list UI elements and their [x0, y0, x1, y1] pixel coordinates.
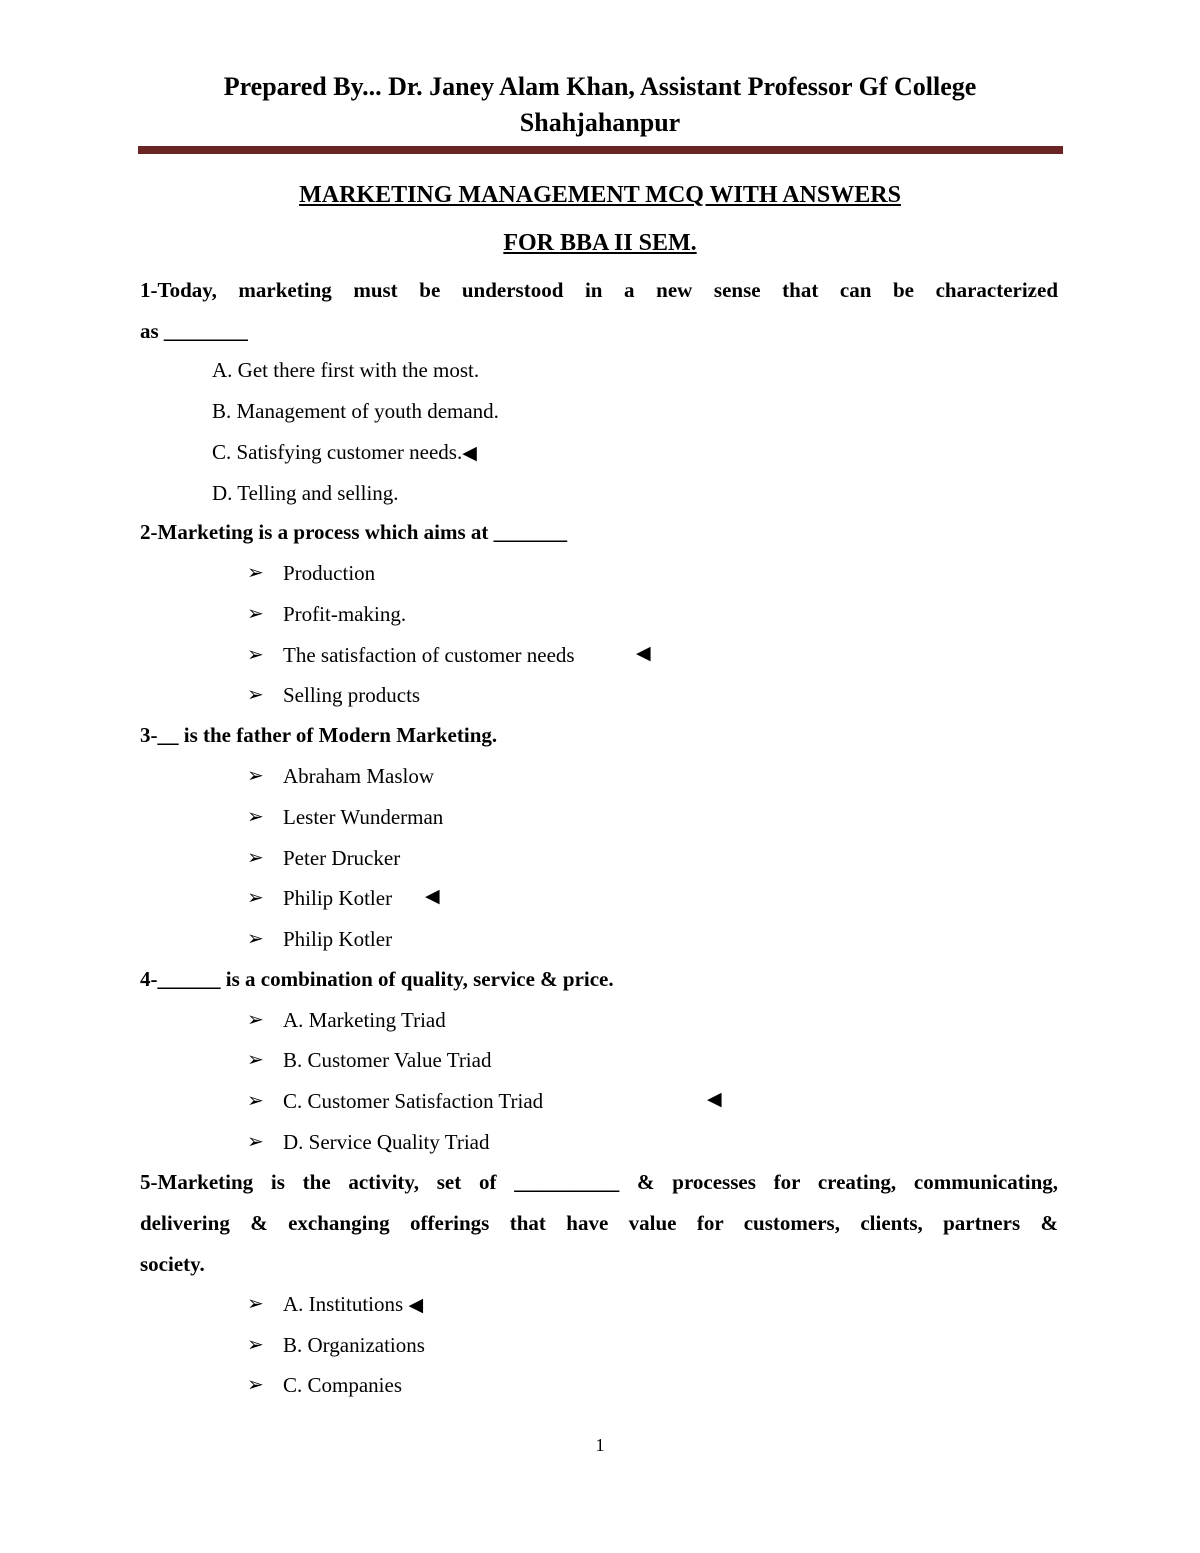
answer-marker-icon: ◀: [462, 443, 477, 464]
q2-option-3: The satisfaction of customer needs: [283, 643, 575, 667]
bullet-arrow-icon: ➢: [247, 765, 264, 787]
q1-option-c-label: C. Satisfying customer needs.: [212, 440, 463, 464]
q1-option-c: [212, 440, 477, 466]
bullet-arrow-icon: ➢: [247, 847, 264, 869]
bullet-arrow-icon: ➢: [247, 1131, 264, 1153]
q3-option-5: Philip Kotler: [283, 927, 393, 951]
bullet-arrow-icon: ➢: [247, 562, 264, 584]
q1-option-d: D. Telling and selling.: [212, 481, 399, 505]
q2-option-4: Selling products: [283, 683, 421, 707]
bullet-arrow-icon: ➢: [247, 1049, 264, 1071]
question-3: 3-__ is the father of Modern Marketing.: [140, 723, 498, 747]
document-title: MARKETING MANAGEMENT MCQ WITH ANSWERS: [299, 182, 901, 208]
header-subtitle: Shahjahanpur: [519, 108, 681, 137]
answer-marker-icon: ◀: [425, 886, 440, 907]
q5-option-c: C. Companies: [283, 1373, 402, 1397]
page-number: 1: [595, 1435, 605, 1455]
question-5-line1: 5-Marketing is the activity, set of __________ & processes for creating, communicating,: [140, 1170, 1058, 1194]
bullet-arrow-icon: ➢: [247, 928, 264, 950]
answer-marker-icon: ◀: [408, 1295, 424, 1316]
question-5-line2: delivering & exchanging offerings that have value for customers, clients, partners &: [140, 1211, 1058, 1235]
bullet-arrow-icon: ➢: [247, 1334, 264, 1356]
bullet-arrow-icon: ➢: [247, 684, 264, 706]
q3-option-4: Philip Kotler: [283, 886, 393, 910]
answer-marker-icon: ◀: [707, 1089, 722, 1110]
document-subtitle: FOR BBA II SEM.: [503, 230, 697, 256]
bullet-arrow-icon: ➢: [247, 1090, 264, 1112]
bullet-arrow-icon: ➢: [247, 1374, 264, 1396]
header-divider: [138, 146, 1063, 154]
question-2: 2-Marketing is a process which aims at _______: [140, 520, 568, 544]
q2-option-2: Profit-making.: [283, 602, 407, 626]
question-1-line1: 1-Today, marketing must be understood in a new sense that can be characterized: [140, 278, 1058, 302]
q1-option-a: A. Get there first with the most.: [212, 358, 480, 382]
q3-option-3: Peter Drucker: [283, 846, 401, 870]
question-4: 4-______ is a combination of quality, service & price.: [140, 967, 614, 991]
bullet-arrow-icon: ➢: [247, 603, 264, 625]
question-1-line2: as ________: [140, 319, 248, 343]
header-title: Prepared By... Dr. Janey Alam Khan, Assistant Professor Gf College: [223, 72, 977, 101]
question-1: [140, 270, 1058, 352]
q5-option-a-label: A. Institutions: [283, 1292, 404, 1316]
bullet-arrow-icon: ➢: [247, 1293, 264, 1315]
question-5-line3: society.: [140, 1252, 205, 1276]
q5-option-b: B. Organizations: [283, 1333, 425, 1357]
q5-option-a: [283, 1292, 423, 1318]
q3-option-2: Lester Wunderman: [283, 805, 444, 829]
q2-option-1: Production: [283, 561, 376, 585]
question-5: [140, 1162, 1058, 1285]
bullet-arrow-icon: ➢: [247, 644, 264, 666]
answer-marker-icon: ◀: [636, 643, 651, 664]
q4-option-b: B. Customer Value Triad: [283, 1048, 492, 1072]
q4-option-c: C. Customer Satisfaction Triad: [283, 1089, 544, 1113]
bullet-arrow-icon: ➢: [247, 806, 264, 828]
bullet-arrow-icon: ➢: [247, 1009, 264, 1031]
bullet-arrow-icon: ➢: [247, 887, 264, 909]
q4-option-d: D. Service Quality Triad: [283, 1130, 490, 1154]
q3-option-1: Abraham Maslow: [283, 764, 435, 788]
q4-option-a: A. Marketing Triad: [283, 1008, 446, 1032]
q1-option-b: B. Management of youth demand.: [212, 399, 499, 423]
